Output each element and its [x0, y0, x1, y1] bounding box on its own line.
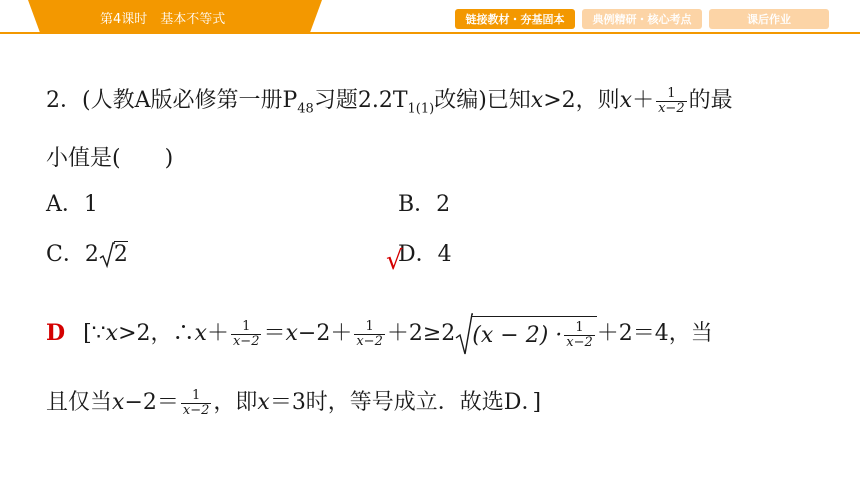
fraction-denominator: x−2 [232, 333, 260, 349]
therefore-text: >2，∴ [118, 321, 195, 346]
tab-homework[interactable]: 课后作业 [709, 9, 829, 29]
fraction-denominator: x−2 [566, 335, 593, 350]
question-number: 2． [46, 88, 82, 113]
var-x: x [112, 390, 125, 415]
var-x: x [194, 321, 207, 346]
fraction-denominator: x−2 [356, 333, 383, 349]
question-stem [46, 86, 733, 124]
source-page: 48 [297, 101, 314, 117]
tab-core-examples[interactable]: 典例精研・核心考点 [582, 9, 702, 29]
fraction [564, 321, 595, 350]
answer-line2 [46, 388, 541, 418]
stem-condition: >2，则 [543, 88, 620, 113]
fraction-numerator: 1 [575, 320, 584, 335]
fraction-numerator: 1 [667, 85, 676, 101]
radicand-product: (x − 2) · [472, 322, 563, 348]
check-mark-icon: √ [386, 246, 403, 276]
sqrt-symbol [455, 312, 473, 356]
sqrt-symbol [99, 240, 115, 270]
tab-textbook-basics[interactable]: 链接教材・夯基固本 [455, 9, 575, 29]
fraction-denominator: x−2 [182, 402, 210, 418]
fraction [231, 320, 262, 349]
fraction-numerator: 1 [191, 387, 201, 403]
radicand [472, 316, 596, 353]
option-c-label: C．2 [46, 242, 99, 267]
var-x: x [619, 88, 633, 113]
var-x: x [105, 321, 119, 346]
that-is-text: ，即 [213, 390, 258, 415]
radical-icon [455, 312, 473, 356]
stem-text-end: 的最 [688, 88, 733, 113]
fraction [354, 320, 385, 349]
fraction-numerator: 1 [365, 318, 374, 334]
option-c-radicand: 2 [113, 242, 128, 267]
option-d[interactable]: D．4 [398, 242, 452, 267]
option-b[interactable]: B．2 [398, 192, 451, 217]
conclusion-text: ＝3时，等号成立．故选D．] [269, 390, 542, 415]
plus-sign: ＋ [206, 321, 229, 346]
result-text: ＋2＝4，当 [596, 321, 713, 346]
source-text: (人教A版必修第一册P [82, 88, 298, 113]
equality-text: −2＝ [124, 390, 179, 415]
option-a[interactable]: A．1 [46, 192, 98, 217]
lesson-title: 第4课时 基本不等式 [100, 12, 226, 27]
source-close: 改编) [434, 88, 487, 113]
fraction-numerator: 1 [242, 318, 251, 334]
fraction [656, 87, 687, 116]
equals-sign: ＝ [263, 321, 286, 346]
header-divider [0, 32, 860, 34]
plus-sign: ＋ [632, 88, 655, 113]
answer-letter: D [46, 320, 66, 346]
source-exercise: 习题2.2T [313, 88, 408, 113]
source-sub: 1(1) [407, 101, 435, 117]
geq-two: ＋2≥2 [386, 321, 456, 346]
minus-two-plus: −2＋ [297, 321, 353, 346]
stem-text: 已知 [486, 88, 531, 113]
because-text: [∵ [83, 321, 106, 346]
iff-text: 且仅当 [46, 390, 113, 415]
answer-line1 [46, 312, 713, 356]
var-x: x [285, 321, 298, 346]
radical-icon [99, 241, 115, 269]
header-bar [0, 0, 860, 34]
var-x: x [257, 390, 270, 415]
fraction [181, 389, 212, 418]
var-x: x [530, 88, 544, 113]
option-c[interactable] [46, 240, 128, 270]
fraction-denominator: x−2 [658, 100, 685, 116]
question-stem-line2: 小值是( ) [46, 146, 174, 171]
